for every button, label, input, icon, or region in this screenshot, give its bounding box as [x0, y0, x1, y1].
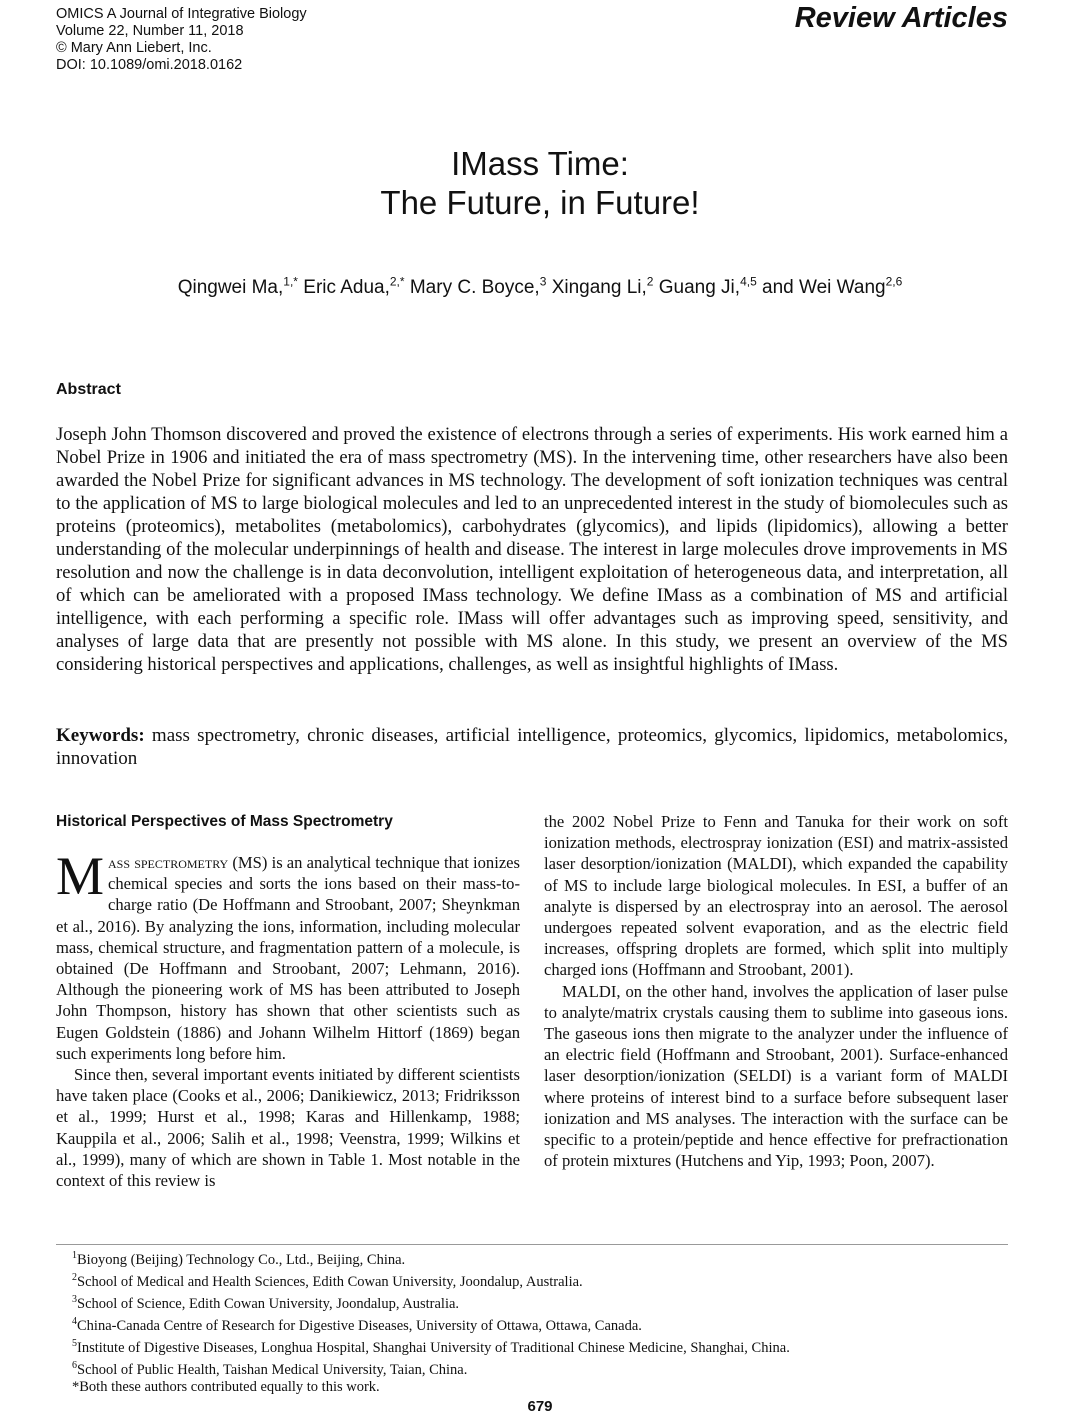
small-caps-lead: ass spectrometry: [108, 853, 229, 872]
journal-publisher: © Mary Ann Liebert, Inc.: [56, 40, 212, 56]
title-line-2: The Future, in Future!: [380, 184, 700, 221]
journal-doi: DOI: 10.1089/omi.2018.0162: [56, 57, 243, 73]
author-list: [0, 275, 1080, 299]
author: Xingang Li,$^2$: [551, 275, 654, 299]
drop-cap: M: [56, 846, 105, 906]
article-title: [0, 144, 1080, 222]
affiliation: $^2$School of Medical and Health Sciences, Edith Cowan University, Joondalup, Australia.: [72, 1272, 583, 1290]
affiliations: [72, 1247, 790, 1396]
body-paragraph: the 2002 Nobel Prize to Fenn and Tanuka for their work on soft ionization methods, electrospray ionization (ESI) and matrix-assisted laser desorption/ionization (MALDI), which expanded the capability of MS to include large biological molecules. In ESI, a buffer of an analyte is dispersed by an electrospray into an aerosol. The aerosol undergoes repeated solvent evaporation, and as the electric field increases, offspring droplets are formed, which split into multiply charged ions (Hoffmann and Stroobant, 2001).: [544, 812, 1008, 980]
author: Qingwei Ma,$^{1,*}$: [177, 275, 298, 299]
keywords: [56, 724, 1008, 770]
author: Eric Adua,$^{2,*}$: [303, 275, 405, 299]
affiliation: $^4$China-Canada Centre of Research for Digestive Diseases, University of Ottawa, Ottawa, Canada.: [72, 1316, 642, 1334]
journal-info: [56, 6, 307, 74]
author: and Wei Wang$^{2,6}$: [762, 275, 903, 299]
keywords-label: Keywords:: [56, 725, 145, 746]
body-column-left: [56, 846, 521, 1191]
footnote-divider: [56, 1244, 1008, 1245]
abstract-heading: Abstract: [56, 381, 121, 398]
journal-name: OMICS A Journal of Integrative Biology: [56, 6, 307, 22]
section-label: Review Articles: [794, 2, 1008, 34]
body-paragraph: Mass spectrometry (MS) is an analytical technique that ionizes chemical species and sorts the ions based on their mass-to-charge ratio (De Hoffmann and Stroobant, 2007; Sheynkman et al., 2016). By analyzing the ions, information, including molecular mass, chemical structure, and fragmentation pattern of a molecule, is obtained (De Hoffmann and Stroobant, 2007; Lehmann, 2016). Although the pioneering work of MS has been attributed to Joseph John Thompson, history has shown that other scientists such as Eugen Goldstein (1886) and Johann Wilhelm Hittorf (1869) began such experiments long before him.: [56, 846, 521, 1063]
page-number: 679: [527, 1398, 553, 1415]
affiliation: $^3$School of Science, Edith Cowan University, Joondalup, Australia.: [72, 1294, 460, 1312]
author: Mary C. Boyce,$^3$: [409, 275, 547, 299]
body-column-right: [544, 811, 1008, 1171]
body-paragraph: Since then, several important events initiated by different scientists have taken place (Cooks et al., 2006; Danikiewicz, 2013; Fridriksson et al., 1999; Hurst et al., 1998; Karas and Hillenkamp, 1988; Kauppila et al., 2006; Salih et al., 1998; Veenstra, 1999; Wilkins et al., 1999), many of which are shown in Table 1. Most notable in the context of this review is: [56, 1065, 520, 1191]
keywords-text: mass spectrometry, chronic diseases, artificial intelligence, proteomics, glycomics, lipidomics, metabolomics, innovation: [56, 725, 1008, 769]
equal-contribution-note: *Both these authors contributed equally to this work.: [72, 1379, 380, 1396]
body-paragraph: MALDI, on the other hand, involves the application of laser pulse to analyte/matrix crystals causing them to sublime into gaseous ions. The gaseous ions then migrate to the analyzer under the influence of an electric field (Hoffmann and Stroobant, 2001). Surface-enhanced laser desorption/ionization (SELDI) is a variant form of MALDI where proteins of interest bind to a surface before subsequent laser ionization and MS analyses. The interaction with the surface can be specific to a protein/peptide and hence effective for prefractionation of protein mixtures (Hutchens and Yip, 1993; Poon, 2007).: [544, 981, 1008, 1171]
affiliation: $^5$Institute of Digestive Diseases, Longhua Hospital, Shanghai University of Traditional Chinese Medicine, Shanghai, China.: [72, 1338, 790, 1356]
affiliation: $^1$Bioyong (Beijing) Technology Co., Ltd., Beijing, China.: [72, 1250, 406, 1268]
affiliation: $^6$School of Public Health, Taishan Medical University, Taian, China.: [72, 1360, 468, 1378]
author: Guang Ji,$^{4,5}$: [658, 275, 757, 299]
title-line-1: IMass Time:: [451, 145, 629, 182]
abstract-text: Joseph John Thomson discovered and proved the existence of electrons through a series of experiments. His work earned him a Nobel Prize in 1906 and initiated the era of mass spectrometry (MS). In the intervening time, other researchers have also been awarded the Nobel Prize for significant advances in MS technology. The development of soft ionization techniques was central to the application of MS to large biological molecules and led to an unprecedented interest in the study of biomolecules such as proteins (proteomics), metabolites (metabolomics), carbohydrates (glycomics), and lipids (lipidomics), allowing a better understanding of the molecular underpinnings of health and disease. The interest in large molecules drove improvements in MS resolution and now the challenge is in data deconvolution, intelligent exploitation of heterogeneous data, and interpretation, all of which can be ameliorated with a proposed IMass technology. We define IMass as a combination of MS and artificial intelligence, with each performing a specific role. IMass will offer advantages such as improving speed, sensitivity, and analyses of large data that are presently not possible with MS alone. In this study, we present an overview of the MS considering historical perspectives and applications, challenges, as well as insightful highlights of IMass.: [56, 424, 1008, 675]
journal-volume: Volume 22, Number 11, 2018: [56, 23, 244, 39]
section-heading: Historical Perspectives of Mass Spectrometry: [56, 813, 393, 830]
